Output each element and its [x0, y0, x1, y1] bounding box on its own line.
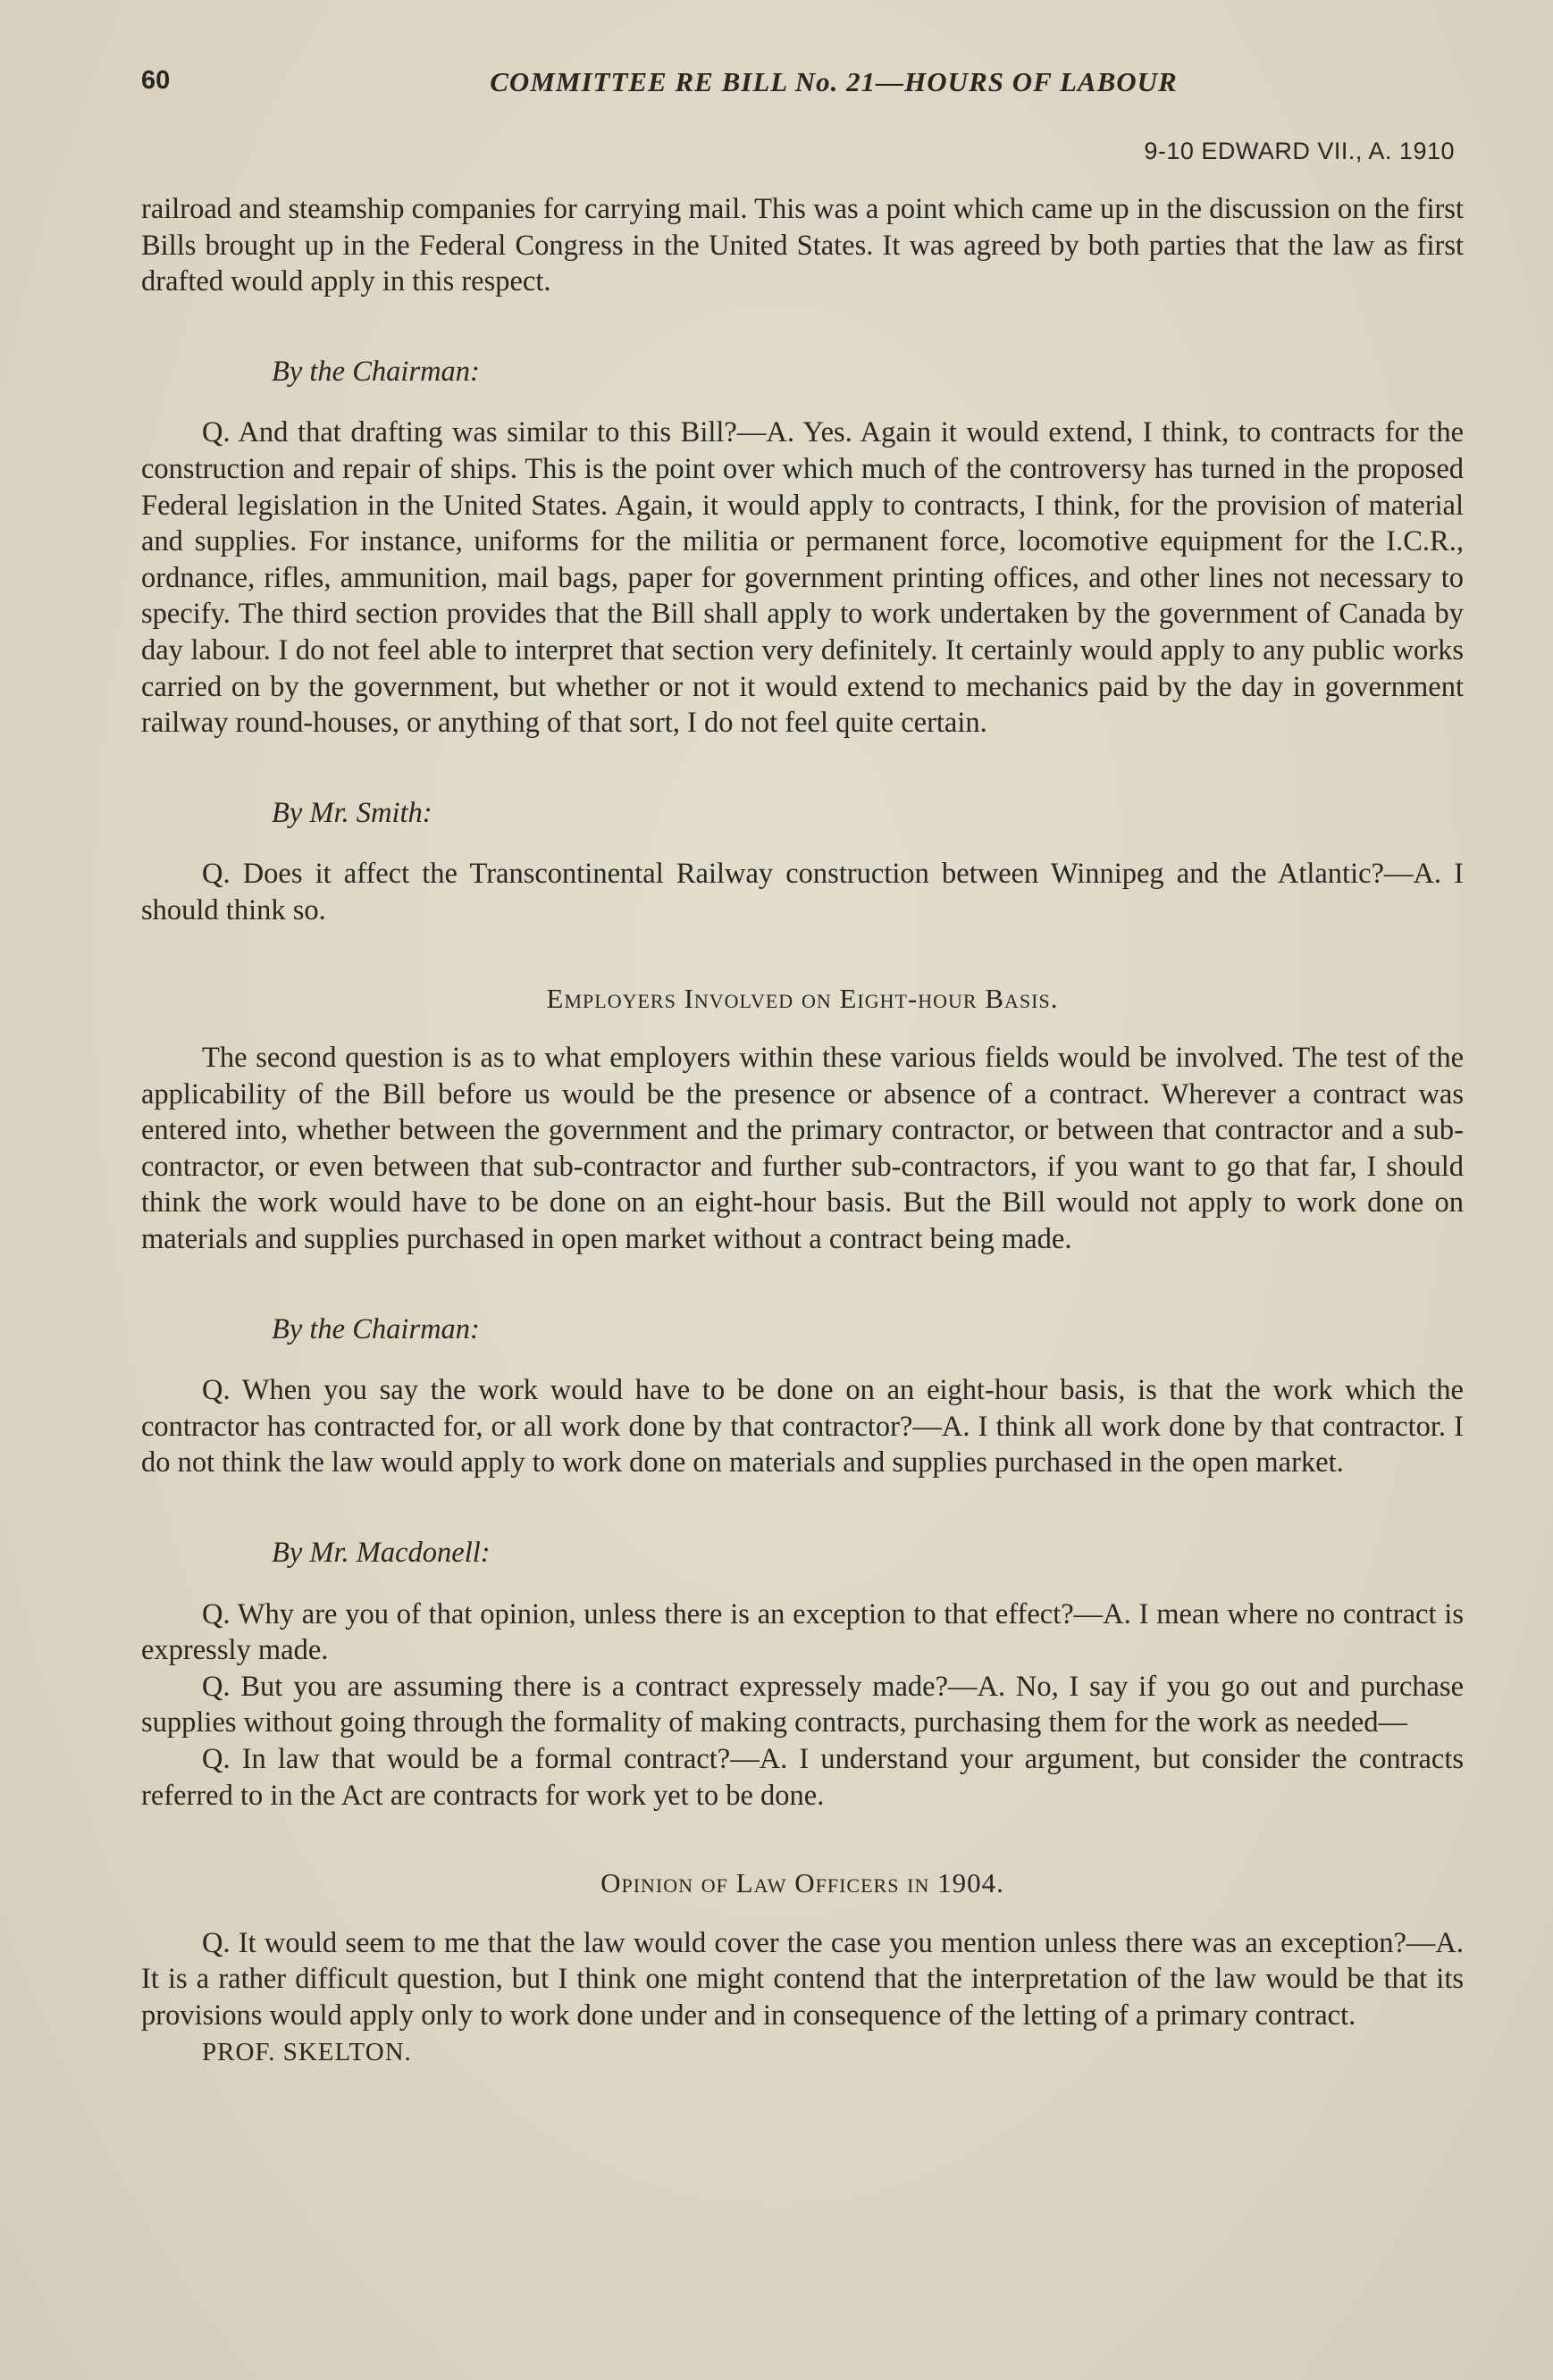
- page-body: [141, 191, 1464, 2070]
- running-title: COMMITTEE RE BILL No. 21—HOURS OF LABOUR: [490, 66, 1178, 97]
- paragraph: Q. Why are you of that opinion, unless there is an exception to that effect?—A. I mean where no contract is expressly made.: [141, 1597, 1464, 1667]
- paragraph: Q. When you say the work would have to be done on an eight-hour basis, is that the work which the contractor has contracted for, or all work done by that contractor?—A. I think all work done by that contractor. I do not think the law would apply to work done on materials and supplies purchased in the open market.: [141, 1374, 1464, 1479]
- speaker-label: By the Chairman:: [272, 1312, 480, 1345]
- paragraph: Q. It would seem to me that the law would cover the case you mention unless there was an exception?—A. It is a rather difficult question, but I think one might contend that the interpretation of the law would be that its provisions would apply only to work done under and in consequence of the letting of a primary contract.: [141, 1926, 1464, 2032]
- paragraph: Q. But you are assuming there is a contract expressely made?—A. No, I say if you go out and purchase supplies without going through the formality of making contracts, purchasing them for the work as needed—: [141, 1670, 1464, 1739]
- speaker-label: By Mr. Macdonell:: [272, 1537, 491, 1570]
- paragraph: Q. In law that would be a formal contract?—A. I understand your argument, but consider the contracts referred to in the Act are contracts for work yet to be done.: [141, 1743, 1464, 1812]
- section-heading: Opinion of Law Officers in 1904.: [600, 1867, 1004, 1899]
- running-header: [141, 66, 1473, 111]
- speaker-label: By Mr. Smith:: [272, 796, 432, 829]
- paragraph: Q. Does it affect the Transcontinental Railway construction between Winnipeg and the Atlantic?—A. I should think so.: [141, 858, 1464, 926]
- paragraph: Q. And that drafting was similar to this Bill?—A. Yes. Again it would extend, I think, to contracts for the construction and repair of ships. This is the point over which much of the controversy has turned in the proposed Federal legislation in the United States. Again, it would apply to contracts, I think, for the provision of material and supplies. For instance, uniforms for the militia or permanent force, locomotive equipment for the I.C.R., ordnance, rifles, ammunition, mail bags, paper for government printing offices, and other lines not necessary to specify. The third section provides that the Bill shall apply to work undertaken by the government of Canada by day labour. I do not feel able to interpret that section very definitely. It certainly would apply to any public works carried on by the government, but whether or not it would extend to mechanics paid by the day in government railway round-houses, or anything of that sort, I do not feel quite certain.: [141, 416, 1464, 740]
- paragraph: The second question is as to what employers within these various fields would be involved. The test of the applicability of the Bill before us would be the presence or absence of a contract. Wherever a contract was entered into, whether between the government and the primary contractor, or between that contractor and a sub-contractor, or even between that sub-contractor and further sub-contractors, if you want to go that far, I should think the work would have to be done on an eight-hour basis. But the Bill would not apply to work done on materials and supplies purchased in open market without a contract being made.: [141, 1042, 1464, 1256]
- page-number: 60: [141, 66, 171, 95]
- session-label: 9-10 EDWARD VII., A. 1910: [1144, 138, 1455, 164]
- paragraph-continuation: railroad and steamship companies for carrying mail. This was a point which came up in the discussion on the first Bills brought up in the Federal Congress in the United States. It was agreed by both parties that the law as first drafted would apply in this respect.: [141, 193, 1464, 298]
- speaker-signature: PROF. SKELTON.: [202, 2037, 412, 2066]
- section-heading: Employers Involved on Eight-hour Basis.: [546, 982, 1059, 1014]
- speaker-label: By the Chairman:: [272, 355, 480, 388]
